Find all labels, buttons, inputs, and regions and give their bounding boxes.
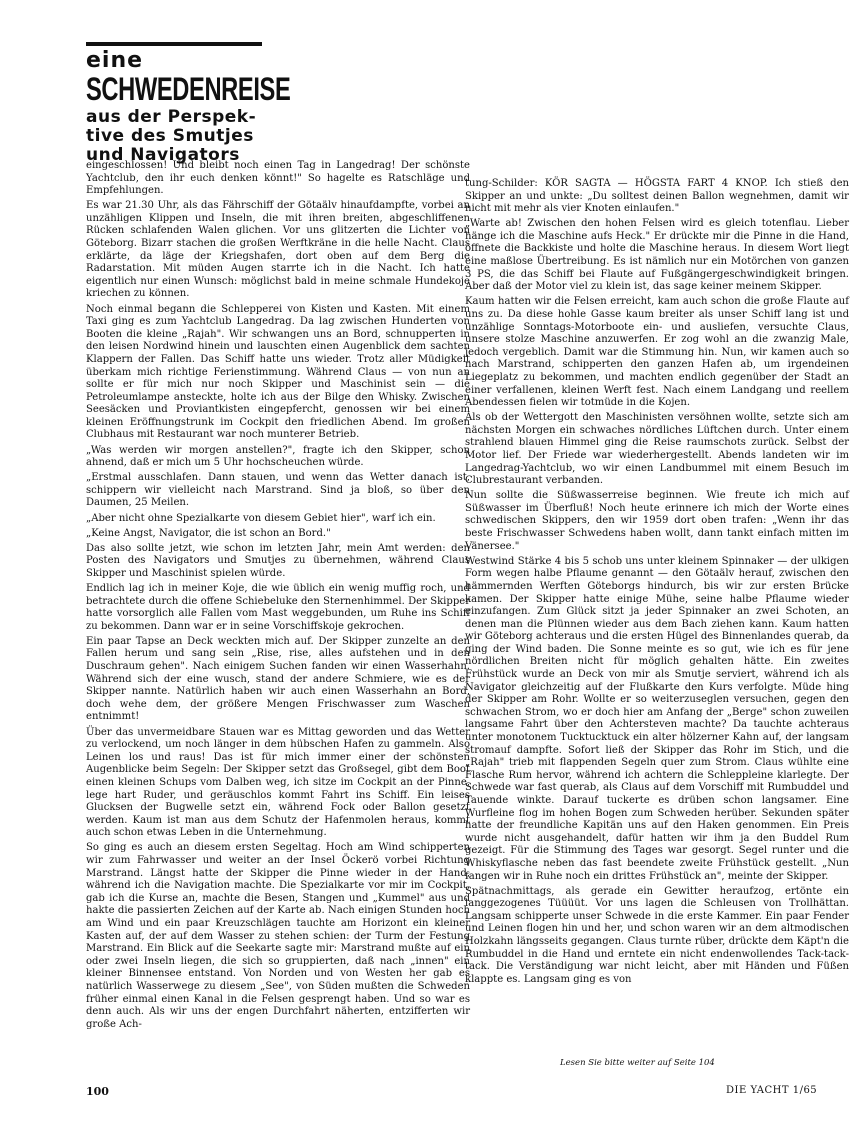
- text-column-left: [86, 160, 470, 1034]
- paragraph: Über das unvermeidbare Stauen war es Mittag geworden und das Wetter zu verlockend, um noch länger in dem hübschen Hafen zu gammeln. Also Leinen los und raus! Das ist für mich immer einer der schönsten Augenblicke beim Segeln: Der Skipper setzt das Großsegel, gibt dem Boot einen kleinen Schups vom Dalben weg, ich sitze im Cockpit an der Pinne, lege hart Ruder, und geräuschlos kommt Fahrt ins Schiff. Ein leises Glucksen der Bugwelle setzt ein, während Fock oder Ballon gesetzt werden. Kaum ist man aus dem Schutz der Hafenmolen heraus, kommt auch schon etwas Leben in die Unternehmung.: [86, 726, 470, 839]
- article-title: [86, 42, 291, 165]
- paragraph: Kaum hatten wir die Felsen erreicht, kam auch schon die große Flaute auf uns zu. Da diese hohle Gasse kaum breiter als unser Schiff lang ist und unzählige Sonntags-Motorboote ein- und ausliefen, versuchte Claus, unsere stolze Maschine anzuwerfen. Er zog wohl an die zwanzig Male, jedoch vergeblich. Damit war die Stimmung hin. Nun, wir kamen auch so nach Marstrand, schipperten den ganzen Hafen ab, um irgendeinen Liegeplatz zu bekommen, und machten endlich gegenüber der Stadt an einer verfallenen, kleinen Werft fest. Nach einem Landgang und reellem Abendessen fielen wir totmüde in die Kojen.: [465, 296, 849, 409]
- paragraph: Nun sollte die Süßwasserreise beginnen. Wie freute ich mich auf Süßwasser im Überfluß! Noch heute erinnere ich mich der Worte eines schwedischen Skippers, den wir 1959 dort oben trafen: „Wenn ihr das beste Frischwasser Schwedens haben wollt, dann tankt einfach mitten im Vänersee.": [465, 490, 849, 552]
- title-main: SCHWEDENREISE: [86, 71, 291, 107]
- paragraph: So ging es auch an diesem ersten Segeltag. Hoch am Wind schipperten wir zum Fahrwasser und weiter an der Insel Öckerö vorbei Richtung Marstrand. Längst hatte der Skipper die Pinne wieder in der Hand, während ich die Navigation machte. Die Spezialkarte vor mir im Cockpit, gab ich die Kurse an, machte die Besen, Stangen und „Kummel" aus und hakte die passierten Zeichen auf der Karte ab. Nach einigen Stunden hoch am Wind und ein paar Kreuzschlägen tauchte am Horizont ein kleiner Kasten auf, der auf dem Wasser zu stehen schien: der Turm der Festung Marstrand. Ein Blick auf die Seekarte sagte mir: Marstrand mußte auf ein oder zwei Inseln liegen, die sich so gruppierten, daß nach „innen" ein kleiner Binnensee entstand. Von Norden und von Westen her gab es natürlich Wasserwege zu diesem „See", von Süden mußten die Schweden früher einmal einen Kanal in die Felsen gesprengt haben. Und so war es denn auch. Als wir uns der engen Durchfahrt näherten, entzifferten wir große Ach-: [86, 842, 470, 1030]
- paragraph: Ein paar Tapse an Deck weckten mich auf. Der Skipper zunzelte an den Fallen herum und sang sein „Rise, rise, alles aufstehen und in den Duschraum gehen". Nach einigem Suchen fanden wir einen Wasserhahn. Während sich der eine wusch, stand der andere Schmiere, wie es der Skipper nannte. Natürlich haben wir auch einen Wasserhahn an Bord, doch wehe dem, der größere Mengen Frischwasser zum Waschen entnimmt!: [86, 635, 470, 723]
- paragraph: Als ob der Wettergott den Maschinisten versöhnen wollte, setzte sich am nächsten Morgen ein schwaches nördliches Lüftchen durch. Unter einem strahlend blauen Himmel ging die Reise raumschots zurück. Selbst der Motor lief. Der Friede war wiederhergestellt. Abends landeten wir im Langedrag-Yachtclub, wo wir einen Landbummel mit einem Besuch im Clubrestaurant verbanden.: [465, 412, 849, 487]
- text-column-right: [465, 178, 849, 989]
- title-subtitle-line-2: tive des Smutjes: [86, 126, 254, 146]
- title-subtitle-line-3: und Navigators: [86, 145, 240, 165]
- paragraph: „Warte ab! Zwischen den hohen Felsen wird es gleich totenflau. Lieber hänge ich die Maschine aufs Heck." Er drückte mir die Pinne in die Hand, öffnete die Backkiste und holte die Maschine heraus. In diesem Wort liegt eine maßlose Übertreibung. Es ist nämlich nur ein Motörchen von ganzen 3 PS, die das Schiff bei Flaute auf Fußgängergeschwindigkeit bringen. Aber daß der Motor viel zu klein ist, das sage keiner meinem Skipper.: [465, 218, 849, 293]
- title-rule: [86, 42, 262, 46]
- paragraph: „Aber nicht ohne Spezialkarte von diesem Gebiet hier", warf ich ein.: [86, 512, 436, 524]
- paragraph: Endlich lag ich in meiner Koje, die wie üblich ein wenig muffig roch, und betrachtete durch die offene Schiebeluke den Sternenhimmel. Der Skipper hatte vorsorglich alle Fallen vom Mast weggebunden, um Ruhe ins Schiff zu bekommen. Dann war er in seine Vorschiffskoje gekrochen.: [86, 583, 470, 632]
- page-number: 100: [86, 1085, 109, 1098]
- paragraph: eingeschlossen! Und bleibt noch einen Tag in Langedrag! Der schönste Yachtclub, den ihr euch denken könnt!" So hagelte es Ratschläge und Empfehlungen.: [86, 160, 470, 197]
- magazine-issue: DIE YACHT 1/65: [726, 1085, 818, 1096]
- paragraph: „Keine Angst, Navigator, die ist schon an Bord.": [86, 527, 331, 539]
- title-kicker: eine: [86, 48, 144, 73]
- paragraph: Spätnachmittags, als gerade ein Gewitter heraufzog, ertönte ein langgezogenes Tüüüüt. Vor uns lagen die Schleusen von Trollhättan. Langsam schipperte unser Schwede in die erste Kammer. Ein paar Fender und Leinen flogen hin und her, und schon waren wir an dem altmodischen Holzkahn längsseits gegangen. Claus turnte rüber, drückte dem Käpt'n die Rumbuddel in die Hand und erntete ein nicht endenwollendes Tack-tack-tack. Die Verständigung war nicht leicht, aber mit Händen und Füßen klappte es. Langsam ging es von: [465, 885, 849, 985]
- paragraph: Noch einmal begann die Schlepperei von Kisten und Kasten. Mit einem Taxi ging es zum Yachtclub Langedrag. Da lag zwischen Hunderten von Booten die kleine „Rajah". Wir schwangen uns an Bord, schnupperten in den leisen Nordwind hinein und lauschten einen Augenblick dem sachten Klappern der Fallen. Das Schiff hatte uns wieder. Trotz aller Müdigkeit überkam mich richtige Ferienstimmung. Während Claus — von nun an sollte er für mich nur noch Skipper und Maschinist sein — die Petroleumlampe ansteckte, holte ich aus der Bilge den Whisky. Zwischen Seesäcken und Proviantkisten eingepfercht, genossen wir bei einem kleinen Eröffnungstrunk im Cockpit den friedlichen Abend. Im großen Clubhaus mit Restaurant war noch munterer Betrieb.: [86, 303, 470, 441]
- paragraph: Es war 21.30 Uhr, als das Fährschiff der Götaälv hinaufdampfte, vorbei an unzähligen Klippen und Inseln, die mit ihren breiten, abgeschliffenen Rücken schlafenden Walen glichen. Vor uns glitzerten die Lichter von Göteborg. Bizarr stachen die großen Werftkräne in die helle Nacht. Claus erklärte, da läge der Kriegshafen, dort oben auf dem Berg die Radarstation. Mit müden Augen starrte ich in die Nacht. Ich hatte eigentlich nur einen Wunsch: möglichst bald in meine schmale Hundekoje kriechen zu können.: [86, 200, 470, 300]
- paragraph: Das also sollte jetzt, wie schon im letzten Jahr, mein Amt werden: den Posten des Navigators und Smutjes zu übernehmen, während Claus Skipper und Maschinist spielen würde.: [86, 542, 470, 579]
- continued-note: Lesen Sie bitte weiter auf Seite 104: [560, 1058, 715, 1068]
- paragraph: tung-Schilder: KÖR SAGTA — HÖGSTA FART 4 KNOP. Ich stieß den Skipper an und unkte: „Du solltest deinen Ballon wegnehmen, damit wir nicht mit mehr als vier Knoten einlaufen.": [465, 178, 849, 215]
- title-subtitle-line-1: aus der Perspek-: [86, 107, 257, 127]
- paragraph: „Erstmal ausschlafen. Dann stauen, und wenn das Wetter danach ist, schippern wir vielleicht nach Marstrand. Sind ja bloß, so über den Daumen, 25 Meilen.: [86, 472, 470, 509]
- paragraph: „Was werden wir morgen anstellen?", fragte ich den Skipper, schon ahnend, daß er mich um 5 Uhr hochscheuchen würde.: [86, 444, 470, 469]
- paragraph: Westwind Stärke 4 bis 5 schob uns unter kleinem Spinnaker — der ulkigen Form wegen halbe Pflaume genannt — den Götaälv herauf, zwischen den hämmernden Werften Göteborgs hindurch, bis wir zur ersten Brücke kamen. Der Skipper hatte einige Mühe, seine halbe Pflaume wieder einzufangen. Zum Glück sitzt ja jeder Spinnaker an zwei Schoten, an denen man die Plünnen wieder aus dem Bach ziehen kann. Kaum hatten wir Göteborg achteraus und die ersten Hügel des Binnenlandes querab, da ging der Wind baden. Die Sonne meinte es so gut, wie ich es für jene nördlichen Breiten nicht für möglich gehalten hätte. Ein zweites Frühstück wurde an Deck von mir als Smutje serviert, während ich als Navigator gleichzeitig auf der Flußkarte den Kurs verfolgte. Müde hing der Skipper am Rohr. Wollte er so weiterzuseglen versuchen, gegen den schwachen Strom, wo er doch hier am Anfang der „Berge" schon zuweilen langsame Fahrt über den Achtersteven machte? Da tauchte achteraus unter monotonem Tucktucktuck ein alter hölzerner Kahn auf, der langsam stromauf dampfte. Sofort ließ der Skipper das Rohr im Stich, und die „Rajah" trieb mit flappenden Segeln quer zum Strom. Claus wühlte eine Flasche Rum hervor, während ich achtern die Schleppleine klarlegte. Der Schwede war fast querab, als Claus auf dem Vorschiff mit Rumbuddel und Tauende winkte. Darauf tuckerte es drüben schon langsamer. Eine Wurfleine flog im hohen Bogen zum Schweden herüber. Sekunden später hatte der freundliche Kapitän uns auf den Haken genommen. Ein Preis wurde nicht ausgehandelt, dafür hatten wir ihm ja den Buddel Rum gezeigt. Für die Stimmung des Tages war gesorgt. Segel runter und die Whiskyflasche neben das fast beendete zweite Frühstück gestellt. „Nun fangen wir in Ruhe noch ein drittes Frühstück an", meinte der Skipper.: [465, 555, 849, 882]
